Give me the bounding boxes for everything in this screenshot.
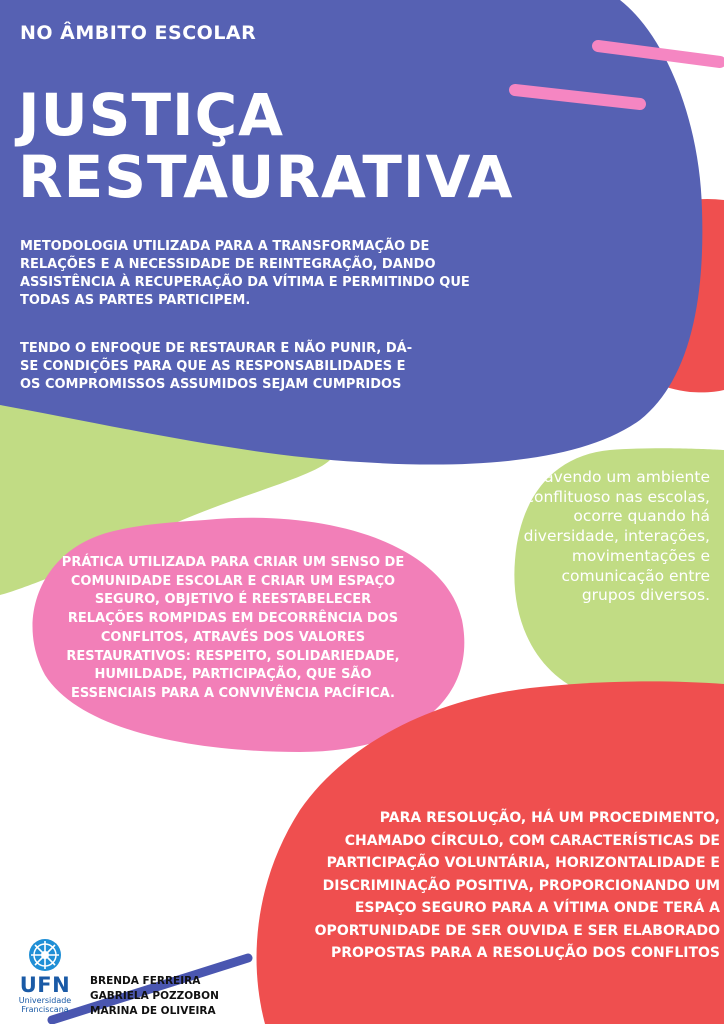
author-name: GABRIELA POZZOBON [90,990,219,1002]
logo-subtitle-line-2: Franciscana [21,1005,69,1014]
university-logo [12,938,78,1014]
green-blob-text: Havendo um ambiente conflituoso nas escolas, ocorre quando há diversidade, interações, movimentações e comunicação entre grupos diversos. [523,468,710,605]
intro-paragraph-2: TENDO O ENFOQUE DE RESTAURAR E NÃO PUNIR, DÁ-SE CONDIÇÕES PARA QUE AS RESPONSABILIDADES E OS COMPROMISSOS ASSUMIDOS SEJAM CUMPRIDOS [20,341,413,392]
intro-paragraph-1: METODOLOGIA UTILIZADA PARA A TRANSFORMAÇÃO DE RELAÇÕES E A NECESSIDADE DE REINTEGRAÇÃO, DANDO ASSISTÊNCIA À RECUPERAÇÃO DA VÍTIMA E PERMITINDO QUE TODAS AS PARTES PARTICIPEM. [20,239,470,308]
title-line-1: JUSTIÇA [18,81,285,149]
title-line-2: RESTAURATIVA [18,143,514,211]
author-name: MARINA DE OLIVEIRA [90,1005,216,1017]
ufn-globe-icon [28,938,62,972]
poster-title [18,81,514,211]
red-blob-text: PARA RESOLUÇÃO, HÁ UM PROCEDIMENTO, CHAMADO CÍRCULO, COM CARACTERÍSTICAS DE PARTICIPAÇÃO VOLUNTÁRIA, HORIZONTALIDADE E DISCRIMINAÇÃO POSITIVA, PROPORCIONANDO UM ESPAÇO SEGURO PARA A VÍTIMA ONDE TERÁ A OPORTUNIDADE DE SER OUVIDA E SER ELABORADO PROPOSTAS PARA A RESOLUÇÃO DOS CONFLITOS [314,810,720,961]
blue-blob [0,0,702,465]
logo-subtitle-line-1: Universidade [18,996,72,1005]
author-name: BRENDA FERREIRA [90,975,201,987]
poster-subtitle: NO ÂMBITO ESCOLAR [20,22,257,44]
authors-list [90,974,219,1019]
pink-blob-text: PRÁTICA UTILIZADA PARA CRIAR UM SENSO DE COMUNIDADE ESCOLAR E CRIAR UM ESPAÇO SEGURO, OBJETIVO É REESTABELECER RELAÇÕES ROMPIDAS EM DECORRÊNCIA DOS CONFLITOS, ATRAVÉS DOS VALORES RESTAURATIVOS: RESPEITO, SOLIDARIEDADE, HUMILDADE, PARTICIPAÇÃO, QUE SÃO ESSENCIAIS PARA A CONVIVÊNCIA PACÍFICA. [61,555,405,701]
logo-wordmark: UFN [19,973,71,997]
logo-subtitle [12,996,78,1014]
